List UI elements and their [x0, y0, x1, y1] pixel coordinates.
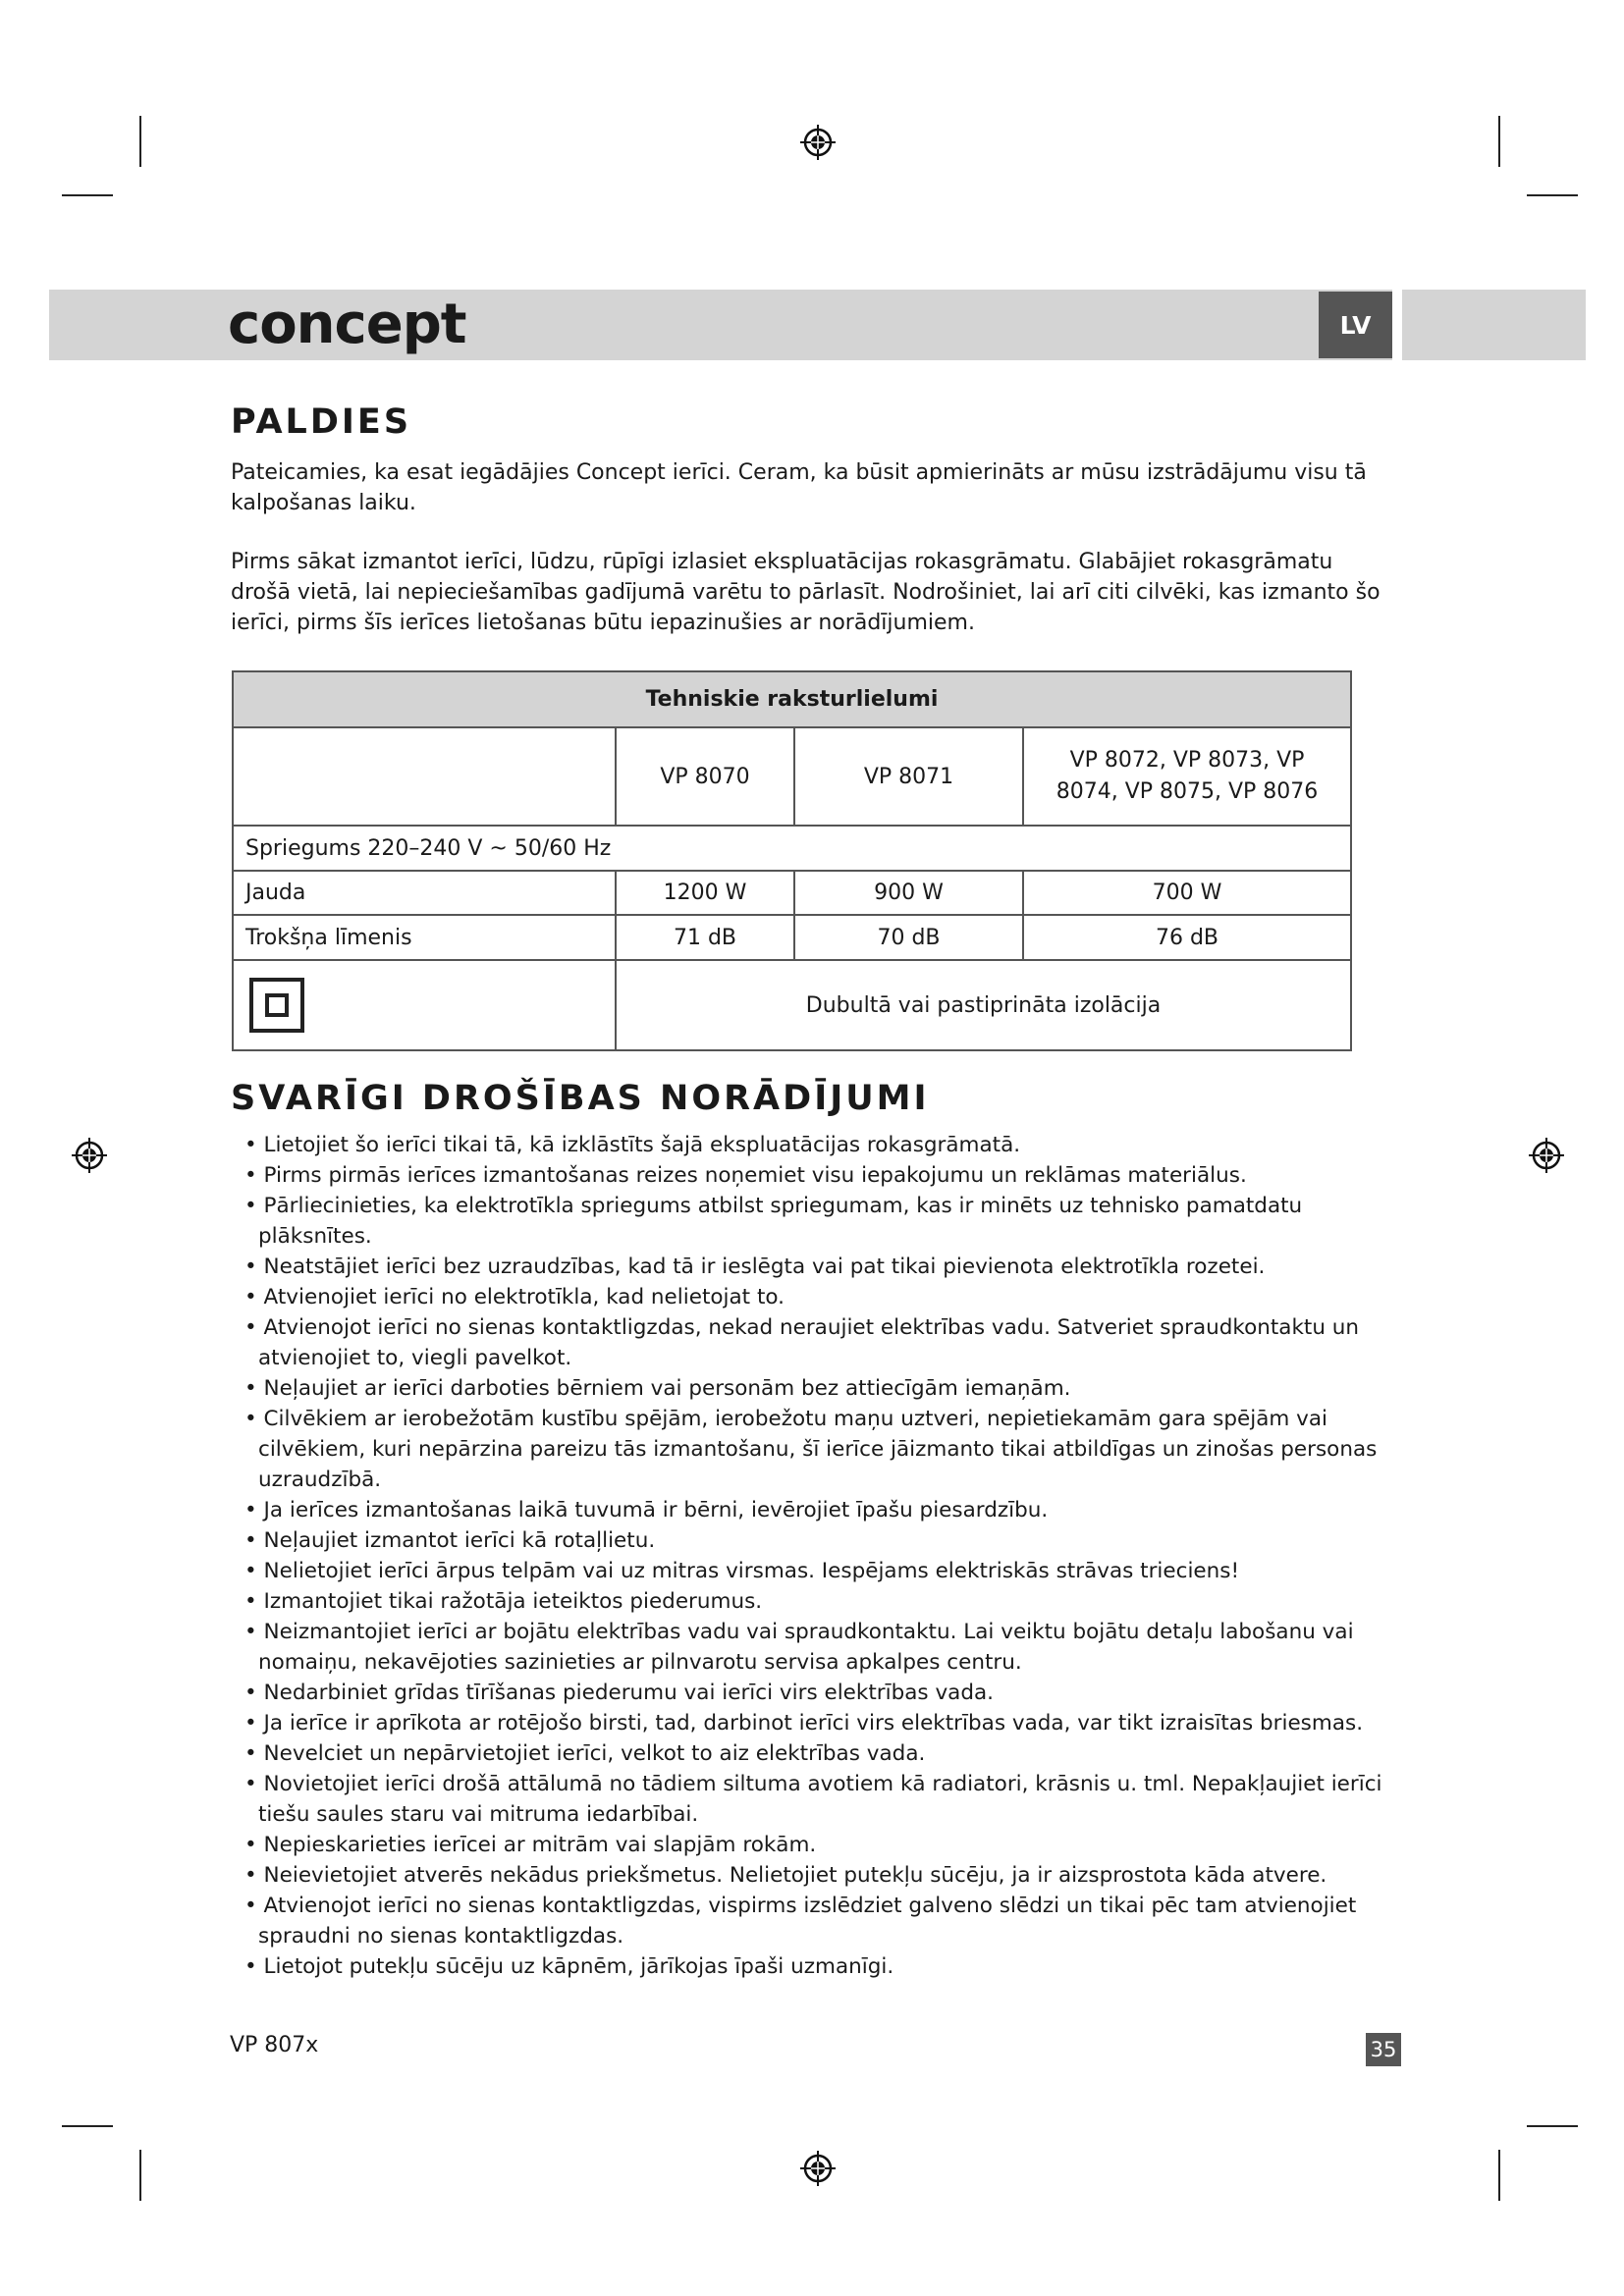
noise-value: 71 dB	[616, 915, 794, 960]
model-cell: VP 8071	[794, 727, 1023, 826]
spec-table-title: Tehniskie raksturlielumi	[233, 671, 1351, 727]
list-item: • Neievietojiet atverēs nekādus priekšmetus. Nelietojiet putekļu sūcēju, ja ir aizsprostota kāda atvere.	[231, 1860, 1384, 1891]
list-item: • Atvienojiet ierīci no elektrotīkla, kad nelietojat to.	[231, 1282, 1384, 1312]
list-item: • Atvienojot ierīci no sienas kontaktligzdas, vispirms izslēdziet galveno slēdzi un tikai pēc tam atvienojiet spraudni no sienas kontaktligzdas.	[231, 1891, 1384, 1951]
insulation-symbol-cell	[233, 960, 616, 1050]
crop-mark	[139, 2150, 141, 2201]
crop-mark	[139, 116, 141, 167]
double-insulation-icon	[249, 978, 304, 1033]
header-band-gap	[1392, 290, 1402, 360]
registration-mark-icon	[797, 122, 839, 163]
list-item: • Neļaujiet ar ierīci darboties bērniem vai personām bez attiecīgām iemaņām.	[231, 1373, 1384, 1404]
crop-mark	[1498, 116, 1500, 167]
list-item: • Nevelciet un nepārvietojiet ierīci, velkot to aiz elektrības vada.	[231, 1738, 1384, 1769]
crop-mark	[1527, 2125, 1578, 2127]
page-number: 35	[1366, 2033, 1401, 2066]
list-item: • Nedarbiniet grīdas tīrīšanas piederumu vai ierīci virs elektrības vada.	[231, 1678, 1384, 1708]
list-item: • Lietojiet šo ierīci tikai tā, kā izklāstīts šajā ekspluatācijas rokasgrāmatā.	[231, 1130, 1384, 1160]
power-value: 900 W	[794, 871, 1023, 915]
noise-label: Trokšņa līmenis	[233, 915, 616, 960]
footer-model: VP 807x	[230, 2033, 319, 2057]
list-item: • Atvienojot ierīci no sienas kontaktligzdas, nekad neraujiet elektrības vadu. Satveriet spraudkontaktu un atvienojiet to, viegli pavelkot.	[231, 1312, 1384, 1373]
power-label: Jauda	[233, 871, 616, 915]
crop-mark	[1498, 2150, 1500, 2201]
registration-mark-icon	[69, 1135, 110, 1176]
insulation-text: Dubultā vai pastiprināta izolācija	[616, 960, 1351, 1050]
list-item: • Novietojiet ierīci drošā attālumā no tādiem siltuma avotiem kā radiatori, krāsnis u. tml. Nepakļaujiet ierīci tiešu saules staru vai mitruma iedarbībai.	[231, 1769, 1384, 1830]
safety-list	[231, 1130, 1384, 1982]
thanks-section	[231, 402, 1384, 638]
thanks-paragraph: Pateicamies, ka esat iegādājies Concept ierīci. Ceram, ka būsit apmierināts ar mūsu izstrādājumu visu tā kalpošanas laiku.	[231, 460, 1367, 515]
safety-title: SVARĪGI DROŠĪBAS NORĀDĪJUMI	[231, 1079, 930, 1118]
safety-section	[231, 1079, 1384, 1982]
brand-logo: concept	[228, 293, 466, 356]
spec-table	[232, 670, 1352, 1051]
power-value: 700 W	[1023, 871, 1351, 915]
voltage-row: Spriegums 220–240 V ~ 50/60 Hz	[233, 826, 1351, 871]
noise-value: 70 dB	[794, 915, 1023, 960]
list-item: • Lietojot putekļu sūcēju uz kāpnēm, jārīkojas īpaši uzmanīgi.	[231, 1951, 1384, 1982]
noise-value: 76 dB	[1023, 915, 1351, 960]
power-value: 1200 W	[616, 871, 794, 915]
list-item: • Neizmantojiet ierīci ar bojātu elektrības vadu vai spraudkontaktu. Lai veiktu bojātu detaļu labošanu vai nomaiņu, nekavējoties sazinieties ar pilnvarotu servisa apkalpes centru.	[231, 1617, 1384, 1678]
model-cell: VP 8070	[616, 727, 794, 826]
language-badge: LV	[1319, 292, 1392, 358]
thanks-title: PALDIES	[231, 402, 412, 442]
list-item: • Izmantojiet tikai ražotāja ieteiktos piederumus.	[231, 1586, 1384, 1617]
list-item: • Neatstājiet ierīci bez uzraudzības, kad tā ir ieslēgta vai pat tikai pievienota elektrotīkla rozetei.	[231, 1252, 1384, 1282]
crop-mark	[62, 2125, 113, 2127]
list-item: • Neļaujiet izmantot ierīci kā rotaļlietu.	[231, 1525, 1384, 1556]
registration-mark-icon	[1526, 1135, 1567, 1176]
model-cell: VP 8072, VP 8073, VP 8074, VP 8075, VP 8076	[1023, 727, 1351, 826]
registration-mark-icon	[797, 2148, 839, 2189]
list-item: • Pārliecinieties, ka elektrotīkla spriegums atbilst spriegumam, kas ir minēts uz tehnisko pamatdatu plāksnītes.	[231, 1191, 1384, 1252]
list-item: • Nepieskarieties ierīcei ar mitrām vai slapjām rokām.	[231, 1830, 1384, 1860]
list-item: • Cilvēkiem ar ierobežotām kustību spējām, ierobežotu maņu uztveri, nepietiekamām gara spējām vai cilvēkiem, kuri nepārzina pareizu tās izmantošanu, šī ierīce jāizmanto tikai atbildīgas un zinošas personas uzraudzībā.	[231, 1404, 1384, 1495]
empty-cell	[233, 727, 616, 826]
list-item: • Pirms pirmās ierīces izmantošanas reizes noņemiet visu iepakojumu un reklāmas materiālus.	[231, 1160, 1384, 1191]
list-item: • Ja ierīce ir aprīkota ar rotējošo birsti, tad, darbinot ierīci virs elektrības vada, var tikt izraisītas briesmas.	[231, 1708, 1384, 1738]
crop-mark	[1527, 194, 1578, 196]
thanks-paragraph: Pirms sākat izmantot ierīci, lūdzu, rūpīgi izlasiet ekspluatācijas rokasgrāmatu. Glabājiet rokasgrāmatu drošā vietā, lai nepieciešamības gadījumā varētu to pārlasīt. Nodrošiniet, lai arī citi cilvēki, kas izmanto šo ierīci, pirms šīs ierīces lietošanas būtu iepazinušies ar norādījumiem.	[231, 550, 1380, 635]
list-item: • Ja ierīces izmantošanas laikā tuvumā ir bērni, ievērojiet īpašu piesardzību.	[231, 1495, 1384, 1525]
list-item: • Nelietojiet ierīci ārpus telpām vai uz mitras virsmas. Iespējams elektriskās strāvas trieciens!	[231, 1556, 1384, 1586]
crop-mark	[62, 194, 113, 196]
